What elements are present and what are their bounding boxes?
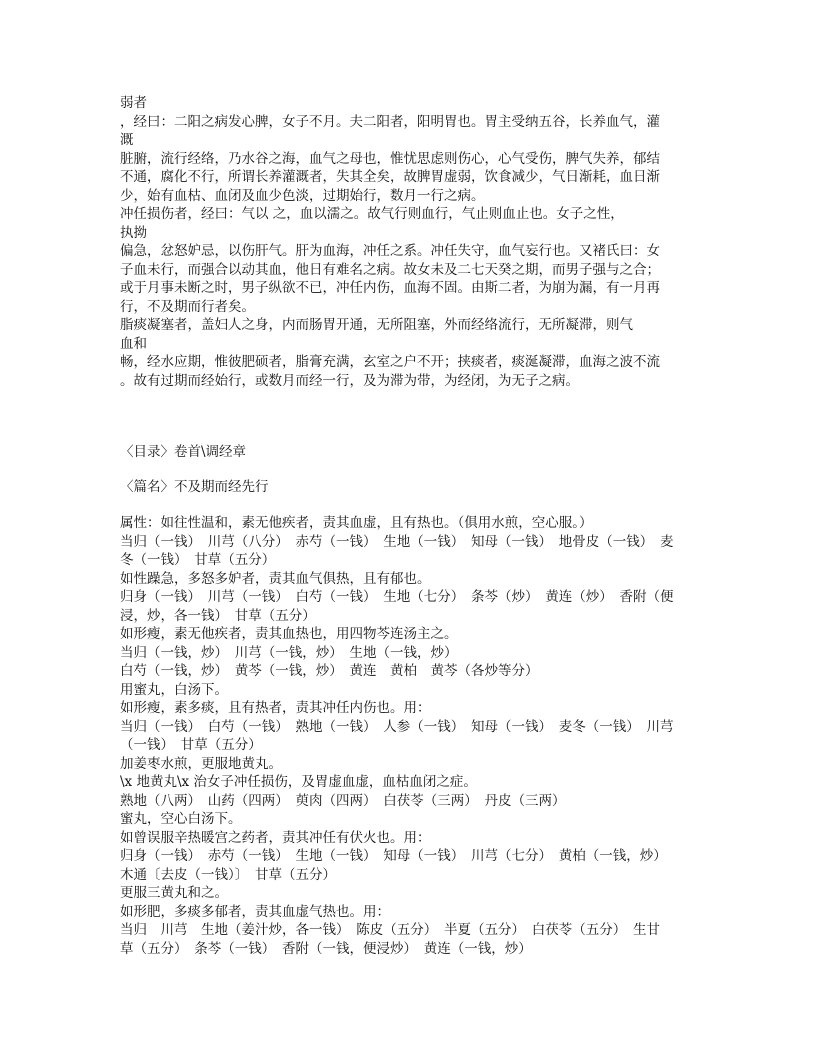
text-line: 更服三黄丸和之。 — [120, 885, 228, 901]
text-line: 。故有过期而经始行，或数月而经一行，及为滞为带，为经闭，为无子之病。 — [120, 372, 579, 389]
text-line: 如形瘦，素无他疾者，责其血热也，用四物芩连汤主之。 — [120, 626, 458, 642]
text-line: 不通，腐化不行，所谓长养灌溉者，失其全矣，故脾胃虚弱，饮食减少，气日渐耗，血日渐 — [120, 169, 660, 185]
text-line: 执拗 — [120, 224, 147, 241]
text-line: 如形肥，多痰多郁者，责其血虚气热也。用： — [120, 903, 390, 920]
text-line: 熟地（八两） 山药（四两） 萸肉（四两） 白茯苓（三两） 丹皮（三两） — [120, 792, 566, 809]
text-line: 行，不及期而行者矣。 — [120, 298, 255, 315]
text-line: （一钱） 甘草（五分） — [120, 737, 262, 753]
text-line: 草（五分） 条芩（一钱） 香附（一钱，便浸炒） 黄连（一钱，炒） — [120, 940, 532, 957]
text-line: 当归（一钱） 川芎（八分） 赤芍（一钱） 生地（一钱） 知母（一钱） 地骨皮（一钱） 麦 — [120, 533, 674, 550]
text-line: 蜜丸，空心白汤下。 — [120, 811, 242, 827]
text-line: 木通〔去皮（一钱）〕 甘草（五分） — [120, 866, 336, 883]
text-line: 如形瘦，素多痰，且有热者，责其冲任内伤也。用： — [120, 700, 431, 716]
etiology-passage — [120, 94, 702, 390]
prescription-passage — [120, 514, 702, 958]
text-line: 归身（一钱） 赤芍（一钱） 生地（一钱） 知母（一钱） 川芎（七分） 黄柏（一钱，炒） — [120, 848, 667, 864]
text-line: 当归 川芎 生地（姜汁炒，各一钱） 陈皮（五分） 半夏（五分） 白茯苓（五分） 生甘 — [120, 922, 660, 938]
text-line: 如性躁急，多怒多妒者，责其血气俱热，且有郁也。 — [120, 570, 431, 587]
text-line: 用蜜丸，白汤下。 — [120, 681, 228, 698]
text-line: 少，始有血枯、血闭及血少色淡，过期始行，数月一行之病。 — [120, 187, 485, 204]
catalog-heading: 〈目录〉卷首\调经章 — [120, 444, 247, 460]
text-line: 浸，炒，各一钱） 甘草（五分） — [120, 607, 316, 624]
text-line: 加姜枣水煎，更服地黄丸。 — [120, 755, 282, 772]
text-line: 溉 — [120, 132, 134, 148]
text-line: 冲任损伤者，经曰：气以 之，血以濡之。故气行则血行，气止则血止也。女子之性， — [120, 206, 624, 222]
text-line: ，经曰：二阳之病发心脾，女子不月。夫二阳者，阳明胃也。胃主受纳五谷，长养血气，灌 — [120, 113, 660, 130]
text-line: 血和 — [120, 335, 147, 352]
text-line: 偏急，忿怒妒忌，以伤肝气。肝为血海，冲任之系。冲任失守，血气妄行也。又褚氏曰：女 — [120, 243, 660, 259]
text-line: 冬（一钱） 甘草（五分） — [120, 552, 276, 568]
text-line: 弱者 — [120, 95, 147, 111]
text-line: 归身（一钱） 川芎（一钱） 白芍（一钱） 生地（七分） 条芩（炒） 黄连（炒） 香附（便 — [120, 589, 674, 605]
text-line: \x 地黄丸\x 治女子冲任损伤，及胃虚血虚，血枯血闭之症。 — [120, 774, 477, 790]
text-line: 脂痰凝塞者，盖妇人之身，内而肠胃开通，无所阻塞，外而经络流行，无所凝滞，则气 — [120, 317, 633, 333]
text-line: 白芍（一钱，炒） 黄芩（一钱，炒） 黄连 黄柏 黄芩（各炒等分） — [120, 663, 539, 679]
text-line: 或于月事未断之时，男子纵欲不已，冲任内伤，血海不固。由斯二者，为崩为漏，有一月再 — [120, 280, 660, 296]
text-line: 当归（一钱） 白芍（一钱） 熟地（一钱） 人参（一钱） 知母（一钱） 麦冬（一钱） 川芎 — [120, 718, 674, 735]
chapter-heading: 〈篇名〉不及期而经先行 — [120, 479, 269, 495]
text-line: 畅，经水应期，惟彼肥硕者，脂膏充满，玄室之户不开；挟痰者，痰涎凝滞，血海之波不流 — [120, 354, 660, 370]
text-line: 如曾误服辛热暖宫之药者，责其冲任有伏火也。用： — [120, 829, 431, 846]
text-line: 当归（一钱，炒） 川芎（一钱，炒） 生地（一钱，炒） — [120, 644, 458, 661]
text-line: 子血未行，而强合以动其血，他日有难名之病。故女未及二七天癸之期，而男子强与之合； — [120, 261, 660, 278]
text-line: 属性：如往性温和，素无他疾者，责其血虚，且有热也。（俱用水煎，空心服。） — [120, 515, 593, 531]
text-line: 脏腑，流行经络，乃水谷之海，血气之母也，惟忧思虑则伤心，心气受伤，脾气失养，郁结 — [120, 150, 660, 167]
